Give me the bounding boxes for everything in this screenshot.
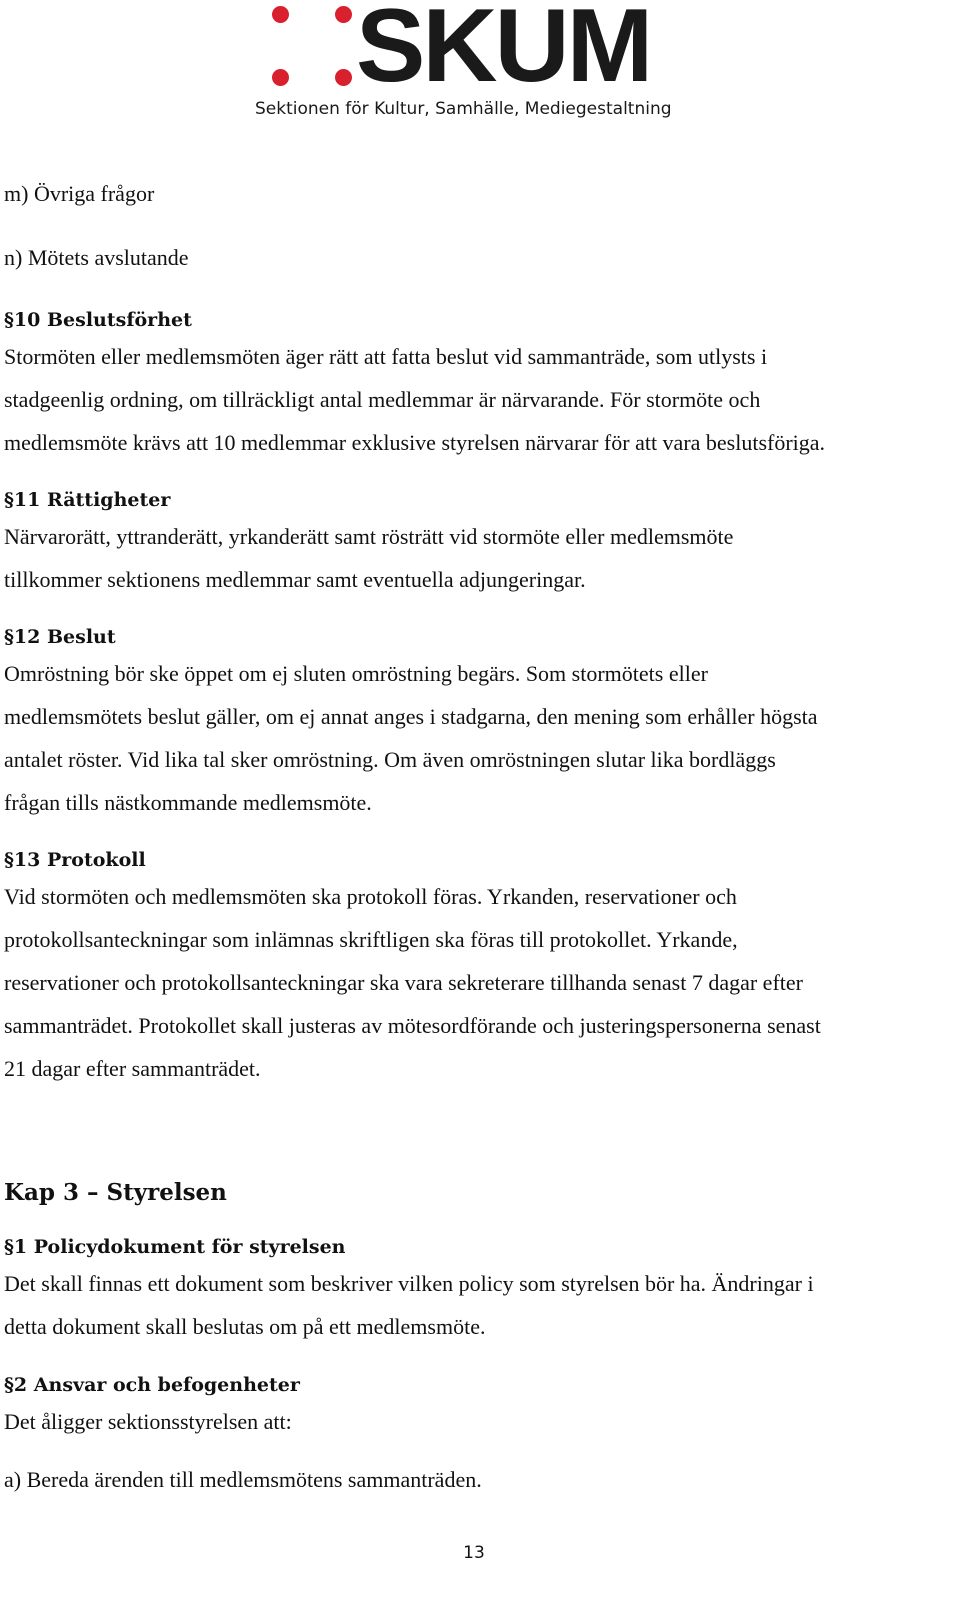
paragraph-line: Omröstning bör ske öppet om ej sluten omröstning begärs. Som stormötets eller xyxy=(4,661,708,686)
paragraph-line: Närvarorätt, yttranderätt, yrkanderätt samt rösträtt vid stormöte eller medlemsmöte xyxy=(4,524,734,549)
section-heading: §13 Protokoll xyxy=(4,849,146,871)
list-item-text: a) Bereda ärenden till medlemsmötens sammanträden. xyxy=(4,1467,482,1492)
paragraph-line: tillkommer sektionens medlemmar samt eventuella adjungeringar. xyxy=(4,567,586,592)
section-heading: §10 Beslutsförhet xyxy=(4,309,192,331)
paragraph-line: frågan tills nästkommande medlemsmöte. xyxy=(4,790,372,815)
chapter-section-1 xyxy=(4,1232,944,1348)
skum-logo xyxy=(0,0,960,130)
list-item-a xyxy=(4,1458,944,1501)
section-10 xyxy=(4,305,944,464)
list-item-text: n) Mötets avslutande xyxy=(4,245,189,270)
logo-dot xyxy=(272,69,289,86)
paragraph-line: antalet röster. Vid lika tal sker omröstning. Om även omröstningen slutar lika bordläggs xyxy=(4,747,776,772)
paragraph-line: protokollsanteckningar som inlämnas skriftligen ska föras till protokollet. Yrkande, xyxy=(4,927,738,952)
list-item-text: m) Övriga frågor xyxy=(4,181,155,206)
logo-dot xyxy=(335,6,352,23)
logo-dot xyxy=(272,6,289,23)
section-heading: §12 Beslut xyxy=(4,626,116,648)
section-heading: §1 Policydokument för styrelsen xyxy=(4,1236,346,1258)
chapter-heading: Kap 3 – Styrelsen xyxy=(4,1179,227,1206)
chapter-title xyxy=(4,1176,944,1210)
paragraph-line: Vid stormöten och medlemsmöten ska protokoll föras. Yrkanden, reservationer och xyxy=(4,884,737,909)
chapter-section-2 xyxy=(4,1370,944,1443)
paragraph-line: medlemsmöte krävs att 10 medlemmar exklusive styrelsen närvarar för att vara beslutsföriga. xyxy=(4,430,826,455)
section-13 xyxy=(4,845,944,1090)
logo-wordmark: SKUM xyxy=(356,0,651,104)
paragraph-line: Stormöten eller medlemsmöten äger rätt att fatta beslut vid sammanträde, som utlysts i xyxy=(4,344,768,369)
section-heading: §11 Rättigheter xyxy=(4,489,171,511)
section-11 xyxy=(4,485,944,601)
paragraph-line: sammanträdet. Protokollet skall justeras av mötesordförande och justeringspersonerna senast xyxy=(4,1013,821,1038)
list-item-n xyxy=(4,236,944,279)
logo-dot xyxy=(335,69,352,86)
paragraph-line: reservationer och protokollsanteckningar ska vara sekreterare tillhanda senast 7 dagar efter xyxy=(4,970,803,995)
paragraph-line: stadgeenlig ordning, om tillräckligt antal medlemmar är närvarande. För stormöte och xyxy=(4,387,761,412)
paragraph-line: medlemsmötets beslut gäller, om ej annat anges i stadgarna, den mening som erhåller högsta xyxy=(4,704,818,729)
paragraph-line: Det skall finnas ett dokument som beskriver vilken policy som styrelsen bör ha. Ändringar i xyxy=(4,1271,814,1296)
logo-dots-icon xyxy=(268,2,358,92)
paragraph-line: 21 dagar efter sammanträdet. xyxy=(4,1056,261,1081)
logo-subtitle: Sektionen för Kultur, Samhälle, Mediegestaltning xyxy=(255,99,672,119)
paragraph-line: Det åligger sektionsstyrelsen att: xyxy=(4,1409,292,1434)
list-item-m xyxy=(4,172,944,215)
page-number: 13 xyxy=(463,1543,485,1563)
section-12 xyxy=(4,622,944,824)
paragraph-line: detta dokument skall beslutas om på ett medlemsmöte. xyxy=(4,1314,486,1339)
section-heading: §2 Ansvar och befogenheter xyxy=(4,1374,300,1396)
